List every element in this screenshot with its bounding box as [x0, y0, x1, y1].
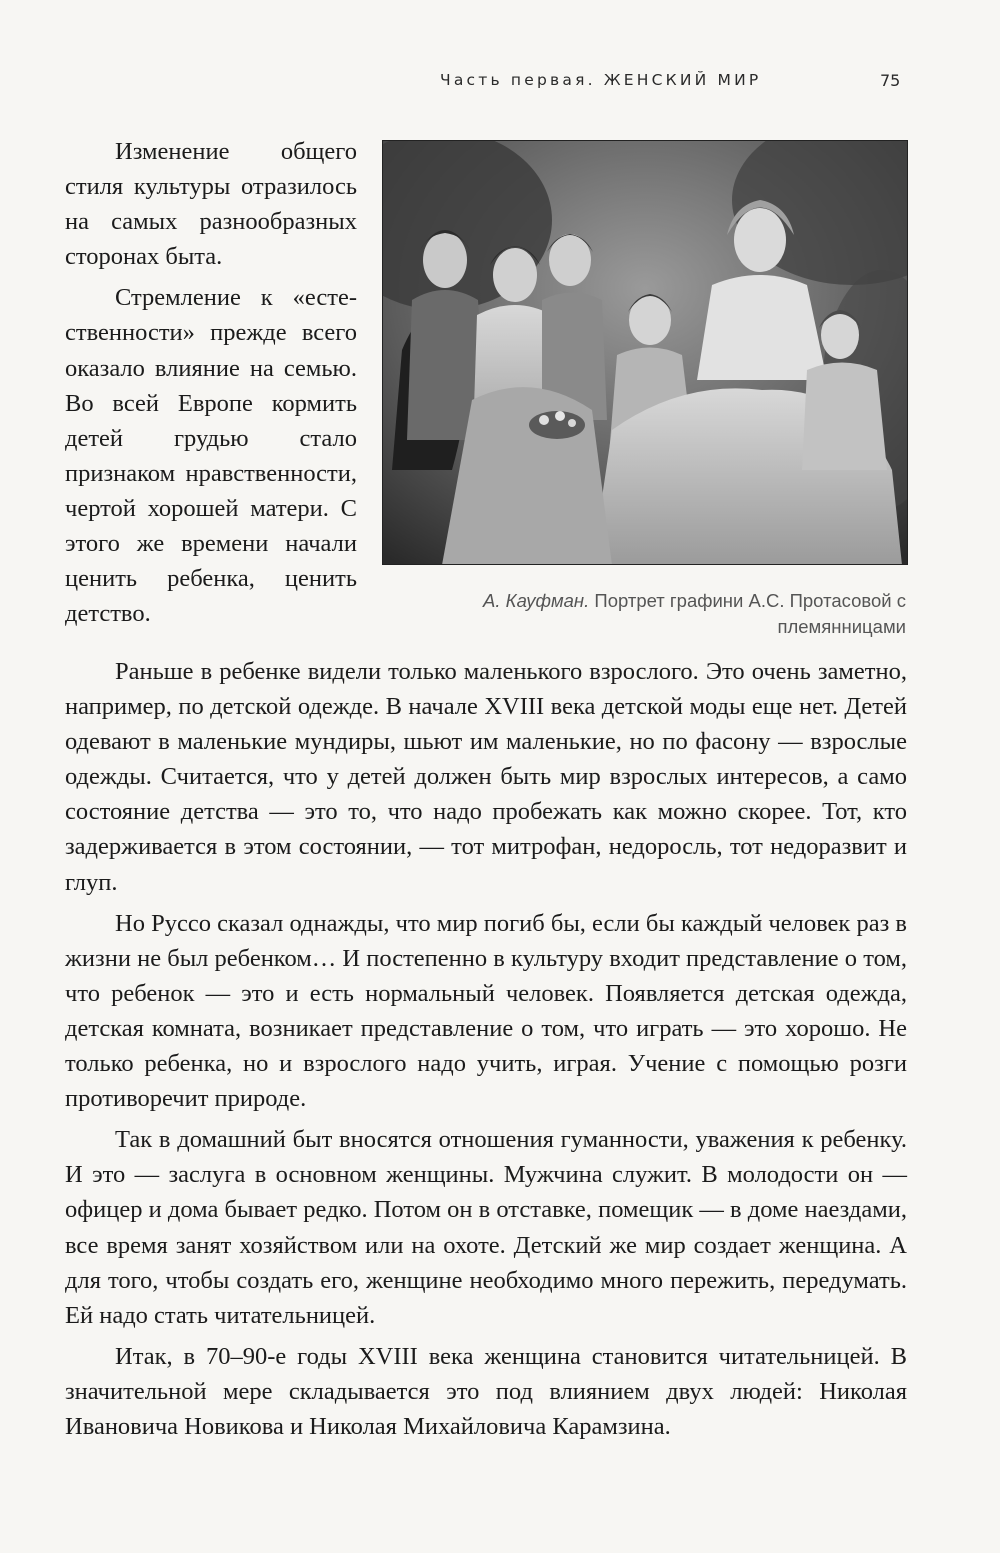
figure-caption [400, 588, 906, 640]
portrait-painting [382, 140, 908, 565]
side-column [65, 134, 357, 637]
side-paragraph-2: Стремление к «естественности» прежде всего оказало влияние на семью. Во всей Европе кормить детей грудью стало признаком нравственности, чертой хорошей матери. С этого же времени начали ценить ребенка, ценить детство. [65, 284, 357, 628]
caption-text: Портрет графини А.С. Протасовой с племянницами [594, 590, 906, 637]
paragraph-2: Но Руссо сказал однажды, что мир погиб бы, если бы каждый человек раз в жизни не был ребенком… И постепенно в культуру входит представление о том, что ребенок — это и есть нормальный человек. Появляется детская одежда, детская комната, возникает представление о том, что играть — это хорошо. Не только ребенка, но и взрослого надо учить, играя. Учение с помощью розги противоречит природе. [65, 909, 907, 1113]
portrait-illustration [382, 140, 908, 565]
running-title: Часть первая. ЖЕНСКИЙ МИР [440, 71, 762, 89]
caption-author: А. Кауфман. [483, 590, 590, 611]
page-number: 75 [880, 71, 901, 90]
paragraph-4: Итак, в 70–90-е годы XVIII века женщина становится читательницей. В значительной мере складывается это под влиянием двух людей: Николая Ивановича Новикова и Николая Михайловича Карамзина. [65, 1342, 907, 1440]
main-text [65, 654, 907, 1450]
side-paragraph-1: Изменение общего стиля культуры отразилось на самых разнообразных сторонах быта. [65, 138, 357, 271]
paragraph-1: Раньше в ребенке видели только маленького взрослого. Это очень заметно, например, по детской одежде. В начале XVIII века детской моды еще нет. Детей одевают в маленькие мундиры, шьют им маленькие, но по фасону — взрослые одежды. Считается, что у детей должен быть мир взрослых интересов, а само состояние детства — это то, что надо пробежать как можно скорее. Тот, кто задерживается в этом состоянии, — тот митрофан, недоросль, тот недоразвит и глуп. [65, 658, 907, 896]
paragraph-3: Так в домашний быт вносятся отношения гуманности, уважения к ребенку. И это — заслуга в основном женщины. Мужчина служит. В молодости он — офицер и дома бывает редко. Потом он в отставке, помещик — в доме наездами, все время занят хозяйством или на охоте. Детский же мир создает женщина. А для того, чтобы создать его, женщине необходимо много пережить, передумать. Ей надо стать читательницей. [65, 1126, 907, 1329]
